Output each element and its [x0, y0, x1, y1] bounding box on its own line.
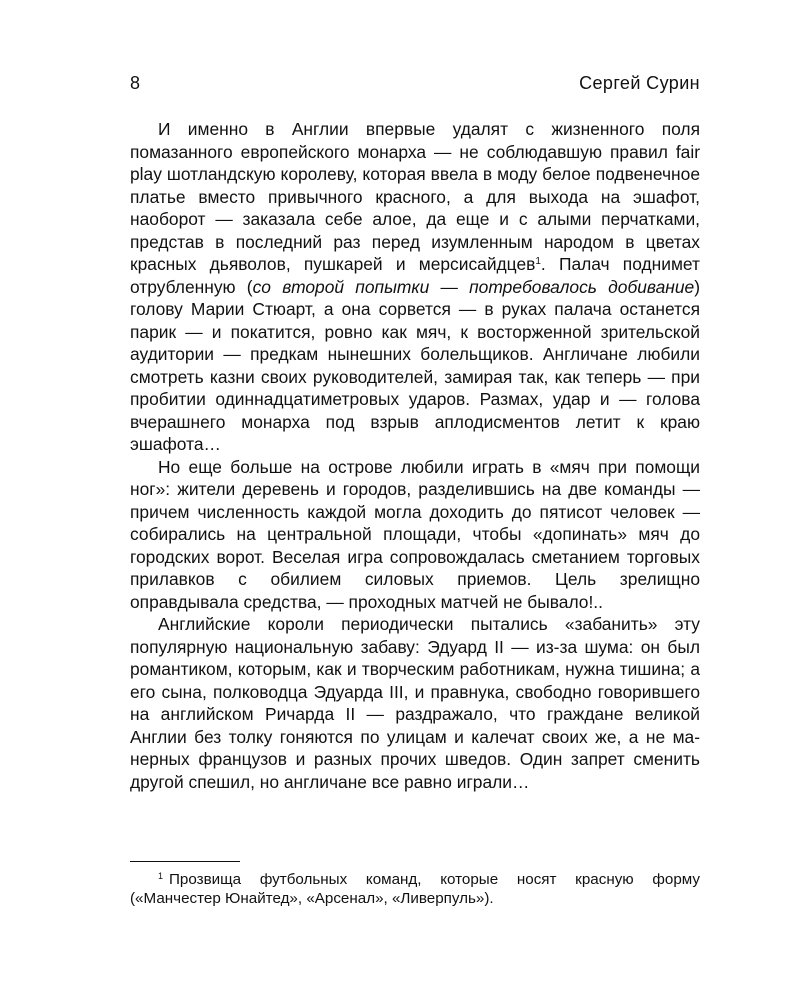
page-number: 8 [130, 73, 141, 93]
footnote-separator [130, 861, 240, 862]
main-text [130, 118, 700, 793]
footnote [130, 870, 700, 908]
italic-phrase: со второй попытки — потребовалось добивание [252, 276, 695, 297]
paragraph-1-middle: . Палач поднимет отрубленную ( [130, 254, 700, 297]
paragraph-1 [130, 118, 700, 456]
footnote-reference: 1 [535, 256, 541, 267]
paragraph-1-start: И именно в Англии впервые удалят с жизненного поля помазанного европейского монарха — не соблюдавшую правил fair play шотландскую королеву, которая ввела в моду белое подвенечное платье вместо привычного красного, а для выхода на эшафот, наоборот — заказала себе алое, да еще и с алыми перчатками, представ в последний раз перед изумленным народом в цветах красных дьяволов, пушкарей и мерсисайдцев [130, 119, 700, 274]
paragraph-2: Но еще больше на острове любили играть в «мяч при помощи ног»: жители деревень и городов, разделившись на две команды — причем численность каждой могла доходить до пятисот человек — собирались на центральной площади, чтобы «допинать» мяч до городских ворот. Веселая игра сопровождалась сметанием торговых прилавков с обилием силовых приемов. Цель зрелищно оправдывала средства, — проходных матчей не бывало!.. [130, 456, 700, 612]
paragraph-1-end: ) голову Марии Стюарт, а она сорвется — в руках палача останется парик — и покатится, ровно как мяч, к восторженной зрительской аудитории — предкам нынешних болельщиков. Англичане любили смотреть казни своих руководителей, замирая так, как теперь — при пробитии одиннадцатиметровых ударов. Размах, удар и — голова вчерашнего монарха под взрыв аплодисментов летит к краю эшафота… [130, 276, 700, 454]
paragraph-3: Английские короли периодически пытались «забанить» эту популярную национальную забаву: Эдуард II — из-за шума: он был романтиком, которым, как и творческим работникам, нужна тишина; а его сына, полководца Эдуарда III, и правнука, свободно говорившего на английском Ричарда II — раздражало, что граждане великой Англии без толку гоняются по улицам и калечат своих же, а не манерных французов и разных прочих шведов. Один запрет сменить другой спешил, но англичане все равно играли… [130, 614, 700, 792]
page-header [130, 73, 700, 97]
footnote-text: Прозвища футбольных команд, которые носят красную форму («Манчестер Юнайтед», «Арсенал», «Ливерпуль»). [130, 871, 700, 907]
running-head-author: Сергей Сурин [579, 73, 700, 93]
footnote-marker: 1 [158, 871, 164, 881]
